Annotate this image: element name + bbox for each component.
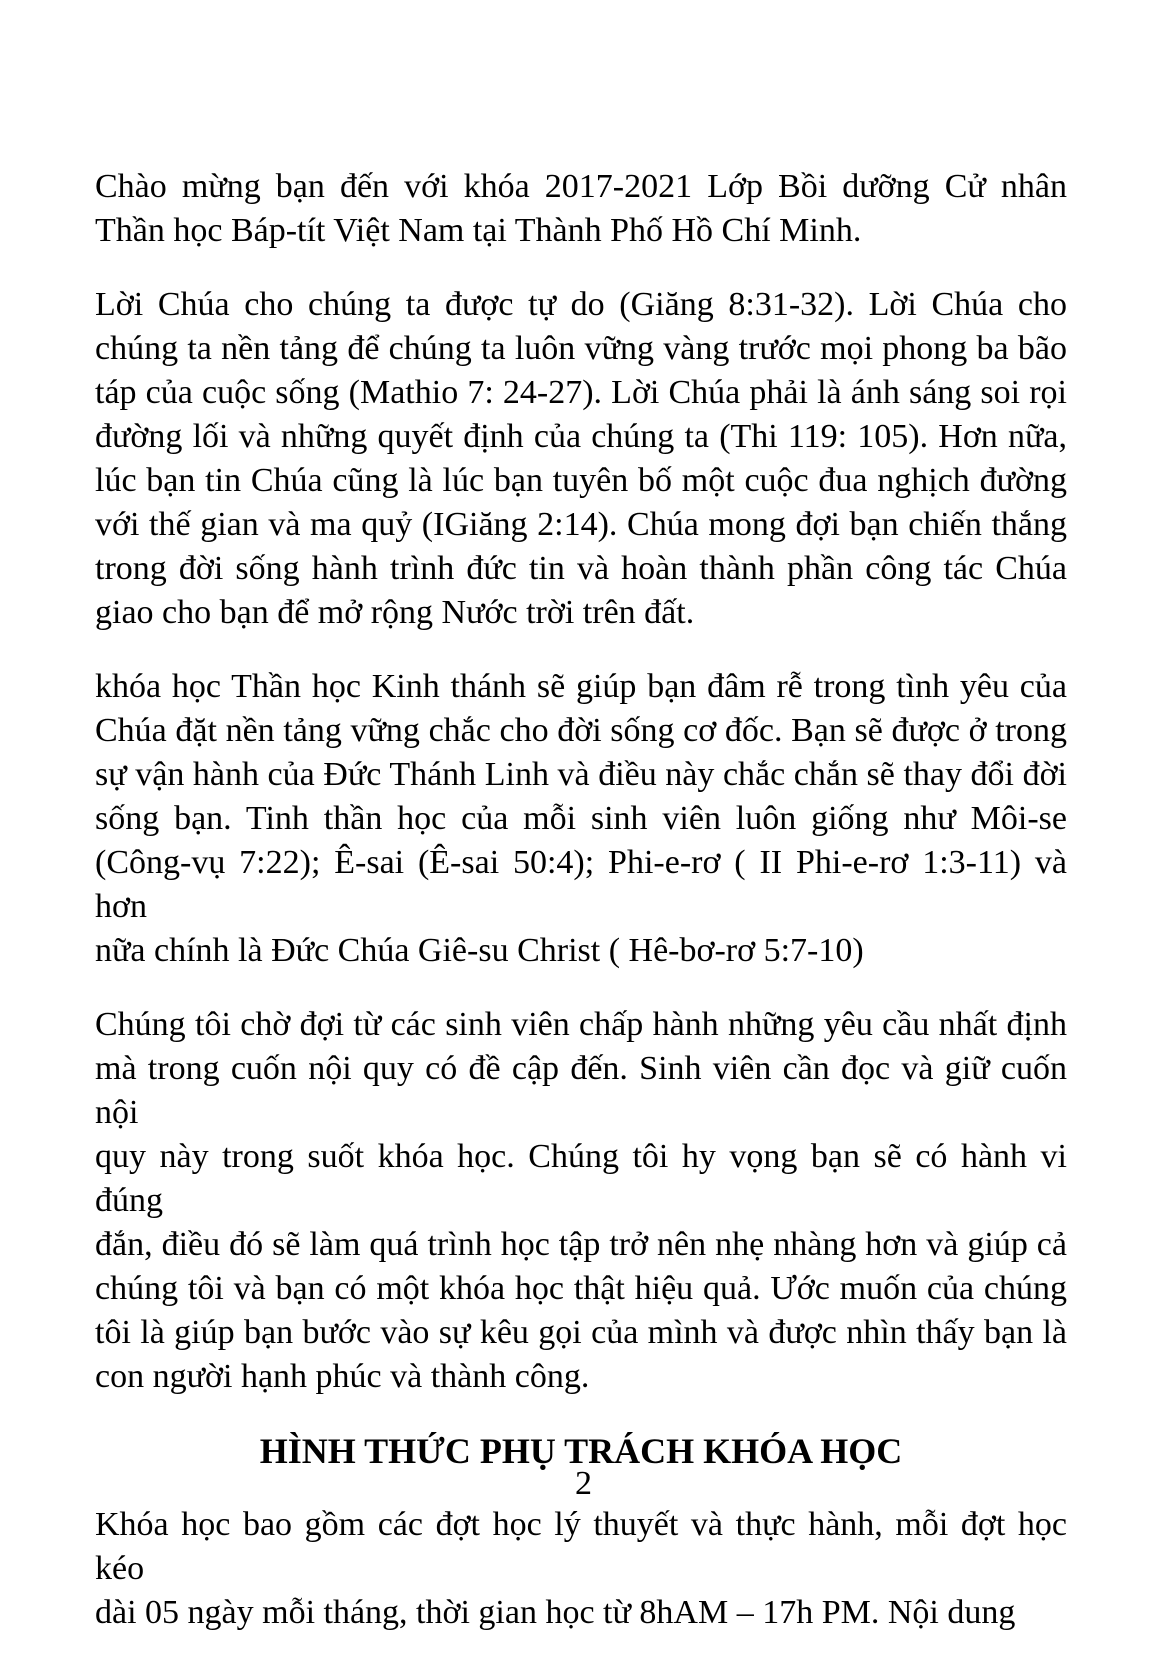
text-line: Lời Chúa cho chúng ta được tự do (Giăng 8:31-32). Lời Chúa cho [95, 286, 1067, 323]
text-line: chúng ta nền tảng để chúng ta luôn vững vàng trước mọi phong ba bão [95, 330, 1067, 367]
text-line: Khóa học bao gồm các đợt học lý thuyết và thực hành, mỗi đợt học kéo [95, 1506, 1067, 1587]
text-line: (Công-vụ 7:22); Ê-sai (Ê-sai 50:4); Phi-e-rơ ( II Phi-e-rơ 1:3-11) và hơn [95, 844, 1067, 925]
text-line: khóa học Thần học Kinh thánh sẽ giúp bạn đâm rễ trong tình yêu của [95, 668, 1067, 705]
text-line: dài 05 ngày mỗi tháng, thời gian học từ 8hAM – 17h PM. Nội dung [95, 1594, 1016, 1631]
text-line: lúc bạn tin Chúa cũng là lúc bạn tuyên bố một cuộc đua nghịch đường [95, 462, 1067, 499]
text-line: táp của cuộc sống (Mathio 7: 24-27). Lời Chúa phải là ánh sáng soi rọi [95, 374, 1067, 411]
text-line: Chào mừng bạn đến với khóa 2017-2021 Lớp Bồi dưỡng Cử nhân [95, 168, 1067, 205]
paragraph [95, 665, 1067, 973]
text-line: nữa chính là Đức Chúa Giê-su Christ ( Hê-bơ-rơ 5:7-10) [95, 932, 864, 969]
text-line: đường lối và những quyết định của chúng ta (Thi 119: 105). Hơn nữa, [95, 418, 1067, 455]
text-line: tôi là giúp bạn bước vào sự kêu gọi của mình và được nhìn thấy bạn là [95, 1314, 1067, 1351]
text-line: mà trong cuốn nội quy có đề cập đến. Sinh viên cần đọc và giữ cuốn nội [95, 1050, 1067, 1131]
text-line: Thần học Báp-tít Việt Nam tại Thành Phố Hồ Chí Minh. [95, 212, 862, 249]
paragraph [95, 1503, 1067, 1635]
document-body [95, 165, 1067, 1635]
page-number: 2 [575, 1465, 592, 1502]
text-line: với thế gian và ma quỷ (IGiăng 2:14). Chúa mong đợi bạn chiến thắng [95, 506, 1067, 543]
paragraph [95, 1003, 1067, 1399]
text-line: Chúng tôi chờ đợi từ các sinh viên chấp hành những yêu cầu nhất định [95, 1006, 1067, 1043]
text-line: trong đời sống hành trình đức tin và hoàn thành phần công tác Chúa [95, 550, 1067, 587]
text-line: chúng tôi và bạn có một khóa học thật hiệu quả. Ước muốn của chúng [95, 1270, 1067, 1307]
text-line: Chúa đặt nền tảng vững chắc cho đời sống cơ đốc. Bạn sẽ được ở trong [95, 712, 1067, 749]
text-line: quy này trong suốt khóa học. Chúng tôi hy vọng bạn sẽ có hành vi đúng [95, 1138, 1067, 1219]
paragraph [95, 283, 1067, 635]
text-line: giao cho bạn để mở rộng Nước trời trên đất. [95, 594, 695, 631]
text-line: sống bạn. Tinh thần học của mỗi sinh viên luôn giống như Môi-se [95, 800, 1067, 837]
text-line: con người hạnh phúc và thành công. [95, 1358, 590, 1395]
text-line: đắn, điều đó sẽ làm quá trình học tập trở nên nhẹ nhàng hơn và giúp cả [95, 1226, 1067, 1263]
text-line: sự vận hành của Đức Thánh Linh và điều này chắc chắn sẽ thay đổi đời [95, 756, 1067, 793]
paragraph [95, 165, 1067, 253]
section-heading: HÌNH THỨC PHỤ TRÁCH KHÓA HỌC [259, 1431, 903, 1471]
